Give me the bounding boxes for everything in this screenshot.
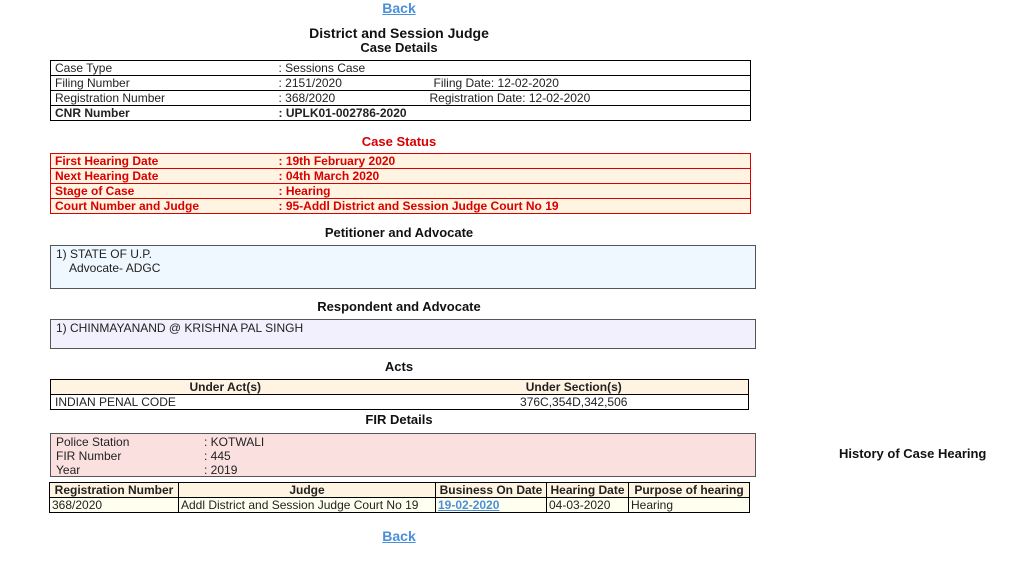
history-judge: Addl District and Session Judge Court No 19 <box>179 498 436 513</box>
case-type-value: : Sessions Case <box>275 61 430 76</box>
table-row <box>50 498 750 513</box>
fir-heading: FIR Details <box>365 412 433 427</box>
respondent-name: 1) CHINMAYANAND @ KRISHNA PAL SINGH <box>56 321 304 335</box>
cnr-row <box>51 106 751 121</box>
fir-number-row <box>56 449 750 463</box>
history-table <box>49 482 750 513</box>
case-details-table <box>50 60 751 121</box>
next-hearing-row <box>51 169 751 184</box>
history-business-date-cell <box>436 498 547 513</box>
cnr-value: : UPLK01-002786-2020 <box>278 106 407 120</box>
case-status-heading: Case Status <box>361 134 437 149</box>
fir-year-row <box>56 463 750 477</box>
filing-number-row <box>51 76 751 91</box>
case-type-label: Case Type <box>51 61 275 76</box>
court-value: : 95-Addl District and Session Judge Court No 19 <box>278 199 559 213</box>
first-hearing-label: First Hearing Date <box>51 154 275 169</box>
history-heading: History of Case Hearing <box>839 446 987 461</box>
history-col-registration: Registration Number <box>50 483 179 498</box>
empty-cell <box>430 61 751 76</box>
police-station-label: Police Station <box>56 435 130 449</box>
business-date-link[interactable]: 19-02-2020 <box>438 498 500 512</box>
stage-row <box>51 184 751 199</box>
history-col-business-date: Business On Date <box>436 483 547 498</box>
first-hearing-value: : 19th February 2020 <box>275 154 751 169</box>
fir-year-value: : 2019 <box>204 463 238 477</box>
acts-row <box>51 395 749 410</box>
case-status-table <box>50 153 751 214</box>
petitioner-name: 1) STATE OF U.P. <box>56 247 153 261</box>
history-registration: 368/2020 <box>50 498 179 513</box>
police-station-value: : KOTWALI <box>204 435 265 449</box>
fir-number-value: : 445 <box>204 449 231 463</box>
act-sections: 376C,354D,342,506 <box>400 395 749 410</box>
back-link-top[interactable]: Back <box>382 0 416 16</box>
court-row <box>51 199 751 214</box>
history-col-purpose: Purpose of hearing <box>629 483 750 498</box>
court-label: Court Number and Judge <box>55 199 200 213</box>
filing-number-value: : 2151/2020 <box>275 76 430 91</box>
cnr-label: CNR Number <box>55 106 130 120</box>
stage-label: Stage of Case <box>51 184 275 199</box>
next-hearing-label: Next Hearing Date <box>51 169 275 184</box>
page-title: District and Session Judge <box>309 25 489 41</box>
case-type-row <box>51 61 751 76</box>
history-hearing-date: 04-03-2020 <box>547 498 629 513</box>
registration-number-row <box>51 91 751 106</box>
next-hearing-value: : 04th March 2020 <box>275 169 751 184</box>
acts-table <box>50 379 749 410</box>
under-sections-header: Under Section(s) <box>400 380 749 395</box>
respondent-box <box>50 319 756 349</box>
history-purpose: Hearing <box>629 498 750 513</box>
fir-year-label: Year <box>56 463 81 477</box>
registration-date: Registration Date: 12-02-2020 <box>430 91 751 106</box>
history-header-row <box>50 483 750 498</box>
acts-heading: Acts <box>384 359 414 374</box>
back-link-bottom[interactable]: Back <box>382 528 416 544</box>
registration-number-value: : 368/2020 <box>275 91 430 106</box>
petitioner-box <box>50 245 756 289</box>
petitioner-advocate: Advocate- ADGC <box>69 261 161 275</box>
registration-number-label: Registration Number <box>51 91 275 106</box>
petitioner-heading: Petitioner and Advocate <box>324 225 474 240</box>
first-hearing-row <box>51 154 751 169</box>
filing-number-label: Filing Number <box>51 76 275 91</box>
stage-value: : Hearing <box>275 184 751 199</box>
acts-header-row <box>51 380 749 395</box>
filing-date: Filing Date: 12-02-2020 <box>430 76 751 91</box>
police-station-row <box>56 435 750 449</box>
history-col-hearing-date: Hearing Date <box>547 483 629 498</box>
under-acts-header: Under Act(s) <box>51 380 400 395</box>
fir-number-label: FIR Number <box>56 449 122 463</box>
history-col-judge: Judge <box>179 483 436 498</box>
act-name: INDIAN PENAL CODE <box>51 395 400 410</box>
case-details-heading: Case Details <box>360 40 438 55</box>
respondent-heading: Respondent and Advocate <box>317 299 481 314</box>
fir-details-box <box>50 433 756 477</box>
